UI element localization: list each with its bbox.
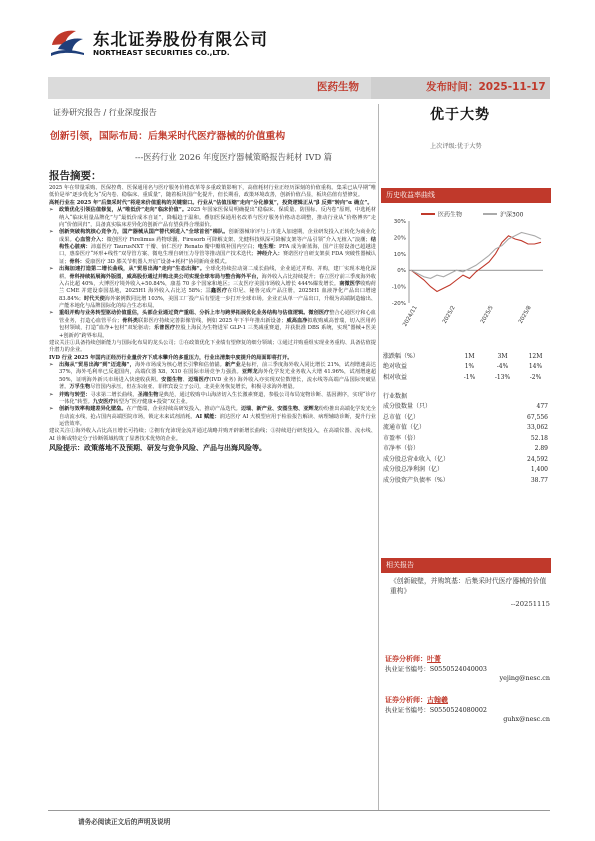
publish-date [426,80,546,95]
bullet-paragraph [49,229,376,266]
rating: 优于大势 [430,107,490,123]
returns-row [383,373,552,384]
trend-section-header: 历史收益率曲线 [381,188,551,203]
summary-body [49,185,376,454]
return-value: 12M [528,352,543,360]
company-logo [48,27,278,61]
industry-stats-table [383,392,548,487]
company-name-cn: 东北证券股份有限公司 [93,30,268,49]
stat-label: 流通市值（亿） [383,424,426,432]
text-run: 海外市场成为核心增长引擎和估值锚。 [134,362,225,368]
x-tick-label: 2025/2 [441,305,457,325]
bold-text: IVD 行业 2025 年国内正经历行业量价齐下成本攀升的多重压力，行业出清集中度提升的局面即将打开。 [49,354,293,361]
bold-text: 高耗行业在 2025 年“后集采时代”将迎来价值重构的关键窗口。行业从“估值压缩”走向“分化修复”，投资逻辑正从“β 反弹”转向“α 确立”。 [49,199,373,206]
return-value: -13% [494,373,511,381]
risk-text: 政策落地不及预期、研发与竞争风险、产品与出海风险等。 [84,443,266,453]
analyst-role: 证券分析师： [385,655,427,663]
divider [49,182,376,183]
bullet-paragraph [49,392,376,407]
y-tick-label: 10% [393,251,406,258]
paragraph [49,185,376,200]
bullet-paragraph [49,310,376,340]
return-value: 14% [528,363,543,371]
return-value: -2% [529,373,542,381]
text-run: 海外化学发光业务收入大增 41.96%，试剂增速超 50%，证明海外新兴市场进入快速收获期。 [59,369,376,383]
text-run: 爱康医疗 3D 膝关节机器人开启“设备+耗材”协同新商业模式。 [84,258,230,265]
bold-text: 骨科持续拓展海外版图，威高股份通过并购北美公司实现全球布局与整合海外平台， [69,273,262,280]
stat-label: 市盈率（倍） [383,434,420,442]
y-tick-label: 0% [397,268,406,275]
bold-text: 心血管介入： [74,236,107,243]
y-tick-label: 30% [393,219,406,225]
stats-row [383,476,548,487]
text-run: 控股上海民为生物进军 GLP-1 三类减重赛道，并获批准 DBS 系统，实现“器械+医美+创新药”跨界布局。 [59,325,376,339]
stat-value: 2.89 [534,445,548,453]
text-run: 海外收入占比持续提升；春立医疗前三季度海外收入占比超 40%，大博医疗境外收入+50.84%，康基 70 多个国家和地区；三友医疗美国市场收入增长 444%爆发增长。 [59,273,376,287]
return-chart [381,195,551,335]
bold-text: 迈瑞、新产业、安图生物、亚辉龙 [240,406,319,413]
text-run: 在产能端，企业持续高研发投入，推动产品迭代。 [126,406,241,413]
industry-tag [48,77,371,99]
bold-text: 出海加速打造第二增长曲线，从“贸易出海”走向“生态出海”。 [59,266,206,273]
paragraph [49,340,376,355]
text-run: 海外案例数同比增 103%，美国工厂投产后有望进一步打开全球市场。企业正从单一产品出口，升级为高端制造输出、产能本地化与品牌国际化的综合生态布局。 [59,295,376,309]
analyst-card [385,696,550,724]
bold-text: 万孚生物 [69,384,91,391]
bold-text: 威高血净 [286,317,308,324]
text-run: 建议关注①具备持续创新能力与国际化布局的龙头公司；②在政策优化下业绩有望修复的细分领域；③通过并购重组实现业务重构、具备估值提升潜力的企业。 [49,339,376,354]
bold-text: 新产业 [224,362,241,368]
stat-value [465,392,548,403]
stat-value: 477 [536,403,548,411]
bold-text: AI 赋能： [195,413,220,420]
bold-text: 时代天使 [83,295,105,302]
industry-label: 医药生物 [317,81,359,93]
bold-text: 政策优化引领估值修复，从“唯低价”走向“临床价值”。 [59,207,188,214]
text-run: 尽管国内承压，但在东南亚、菲律宾设立子公司，北美业务恢复增长，积极寻求海外增量。 [90,384,298,391]
y-tick-label: -10% [391,284,406,291]
text-run: 寻求第二增长曲线， [90,391,138,398]
related-report-title[interactable]: 《创新破壁，并购筑基：后集采时代医疗器械的价值重构》 [390,577,547,595]
return-value: -1% [463,373,476,381]
stats-row [383,392,548,403]
paragraph [49,355,376,362]
bold-text: 九安医疗 [92,398,114,405]
bold-text: 圣湘生物 [137,391,159,398]
text-run: 是标杆，前三季度海外收入同比增长 21%，试剂增速高达 37%，海外毛利率已反超国内，高端仪器 X8、X10 在国际市场竞争力强劲。 [59,362,376,376]
stats-row [383,466,548,477]
previous-rating: 上次评级:优于大势 [430,143,482,150]
text-run: 收购荷兰 CME 并建设泰国基地，2025H1 海外收入占比达 58%； [59,280,376,295]
stats-row [383,424,548,435]
stat-label: 成分股总营业收入（亿） [383,455,450,463]
stat-value: 38.77 [530,476,548,484]
text-run: 赛诺医疗自研支架获 FDA 突破性器械认证； [59,251,376,265]
text-run: (IVD 业务) 海外收入亦实现双位数增长，流水线等高端产品国际突破显著。 [59,376,376,391]
y-tick-label: -20% [391,301,406,307]
stat-label: 成分股数量（只） [383,403,432,411]
text-run: 建议关注①海外收入占比高且增长可持续；②拥有充沛现金流并通过战略并购开辟新增长曲线；③持续进行研发投入，在高端仪器、流水线、AI 诊断或特定分子诊断领域构筑了显著技术优势的企业。 [49,428,376,442]
stats-row [383,445,548,456]
analyst-email[interactable]: yejing@nesc.cn [499,674,550,683]
bullet-paragraph [49,207,376,229]
breadcrumb: 证券研究报告 / 行业深度报告 [53,108,157,117]
x-tick-label: 2025/8 [517,305,533,325]
bullet-paragraph [49,266,376,310]
analyst-name[interactable]: 叶菁 [427,655,441,663]
analyst-name[interactable]: 古翰羲 [427,696,448,704]
text-run: 润达医疗 AI 大模型应用于检验报告解读、病理辅助诊断，提升行业运营效率。 [59,413,376,427]
text-run: 2025 年在带量采购、医保控费、医保通用名与医疗服务价格改革等多重政策影响下，高值耗材行业正经历深刻的价值重构。集采已从早期“唯低价是举”逐步优化为“反内卷、稳临床、重质量”，随着板块国产化提升，但长期看，政策环境改善，创新价值凸显，板块估值有望修复。 [49,185,376,199]
bold-text: 微创医疗 [308,310,330,317]
report-title: 创新引领，国际布局：后集采时代医疗器械的价值重构 [50,131,286,142]
summary-heading: 报告摘要： [49,170,102,182]
logo-mark-icon [48,27,86,59]
bold-text: 出海从“贸易出海”到“迈进海”， [59,362,135,368]
text-run: 纷纷推出高端化学发光全自动流水线，抢占国内高端医院市场，锁定未来试剂消耗。 [59,406,376,420]
x-tick-label: 2025/5 [479,305,495,325]
text-run: 拟收购威高普瑞，切入医用药包材领域，打造“血净+包材”双轮驱动； [59,317,376,332]
stat-value: 1,400 [530,466,548,474]
bullet-paragraph [49,406,376,428]
row-label: 相对收益 [383,373,408,381]
bold-text: 三鑫医疗 [205,288,228,295]
footer-divider [48,810,550,811]
analyst-cert: 执业证书编号：S0550524040003 [385,664,487,673]
returns-row [383,363,552,374]
x-tick-label: 2024/11 [402,305,419,328]
text-run: 、 [182,376,188,383]
text-run: 联影医疗持续完善影像管线，例如 2025 年下半年推出新设备； [138,317,287,324]
return-value: 1M [464,352,475,360]
risk-label: 风险提示： [49,443,84,453]
legend-label: 医药生物 [438,211,463,219]
text-run: 整合心通医疗和心血管业务，打造心血管平台； [59,310,376,324]
bold-text: 南微医学 [339,280,361,287]
stat-label: 市净率（倍） [383,445,420,453]
bold-text: 电生理： [257,244,279,250]
related-section-header: 相关报告 [381,558,551,573]
stat-value: 67,556 [527,413,548,421]
text-run: 全球化持续拉动第二成长曲线，企业通过并购、并购，建厂实现本地化深耕。 [59,266,376,280]
header-bar [48,77,550,99]
bold-text: 创新突破构筑核心竞争力，国产器械从国产替代到进入“全球首创”梯队。 [59,229,229,236]
bold-text: 并购与转型： [59,391,91,398]
row-label: 涨跌幅（%） [383,352,419,360]
paragraph [49,428,376,443]
return-value: 1% [464,363,475,371]
text-run: 在印尼、秘鲁完成产品注册，2025H1 血液净化产品出口增速 83.84%； [59,288,376,302]
returns-table [383,352,552,384]
legend-label: 沪深300 [500,211,524,219]
y-tick-label: 20% [393,235,406,242]
bold-text: 神经介入： [256,251,283,258]
analyst-email[interactable]: guhx@nesc.cn [503,715,550,724]
publish-label: 发布时间： [426,81,479,93]
text-run: 是典范，通过收购中山海济切入生长激素赛道，参股公司布局宠物诊断、基因测序，实现“诊疗一体化”转型。 [59,391,376,405]
stat-label: 成分股资产负债率（%） [383,476,449,484]
bold-text: 结构性心脏病： [59,236,376,250]
series-line [411,236,541,292]
bold-text: 骨科： [69,258,85,265]
stat-label: 行业数据 [383,392,408,400]
text-run: 创新器械审评与上市进入加速期，企业研发投入正转化为商业化成果。 [59,229,376,243]
returns-row [383,352,552,363]
row-label: 绝对收益 [383,363,408,371]
bold-text: 骨科类 [122,317,139,324]
report-subtitle: ---医药行业 2026 年度医疗器械策略报告耗材 IVD 篇 [135,152,333,162]
return-value: 3M [497,352,508,360]
company-name-en: NORTHEAST SECURITIES CO.,LTD. [93,48,230,57]
bold-text: 重组并购与业务转型驱动价值重估，头部企业通过资产重组、分拆上市与跨界拓展优化业务结构与估值逻辑。 [59,310,309,317]
related-report [390,577,550,610]
bullet-paragraph [49,362,376,392]
stat-label: 总市值（亿） [383,413,420,421]
stats-row [383,434,548,445]
text-run: PFA 成为新蓝海，国产注射设备已超越进口，惠泰医疗“环形+线性”双导管方案、微电生理自研压力导管等推动国产技术迭代； [59,244,376,258]
risk-warning [49,443,376,454]
stats-row [383,455,548,466]
text-run: 微创医疗 Firelimus 药物球囊、Firesorb 可降解支架、先健科技纵深可降解支架等产品引领“介入无植入”浪潮； [106,236,371,243]
bold-text: 亚辉龙 [241,369,258,376]
return-value: -4% [496,363,509,371]
text-run: 沛嘉医疗 TaurusNXT 干瓣、佰仁医疗 Renato 瓣中瓣填补国内空白； [90,244,258,250]
publish-date-value: 2025-11-17 [478,81,546,93]
analyst-cert: 执业证书编号：S0550524080002 [385,705,487,714]
analyst-card [385,655,550,683]
text-run: 转型为“医疗健康+投资”双主业。 [113,398,191,405]
text-run: 2025 年国家医保局明确提出“稳临床、保质量、防围标、反内卷”原则，中选耗材纳入“临床用量品牌化”与“最低价成本自证”，降幅趋于温和。叠加医保通用名改革与医疗服务价格动态调整，推动行业从“价格博弈”走向“价值回归”，具备真实临床差异化的创新产品有望获得合理溢价。 [59,207,377,228]
stat-value: 33,062 [527,424,548,432]
footer-disclaimer: 请务必阅读正文后的声明及说明 [78,818,171,826]
bold-text: 乐普医疗 [153,325,176,332]
stat-value: 52.18 [530,434,548,442]
stat-label: 成分股总净利润（亿） [383,466,444,474]
analyst-role: 证券分析师： [385,696,427,704]
related-report-date: --20251115 [510,600,550,609]
column-divider [378,104,379,810]
stats-row [383,403,548,414]
stat-value: 24,592 [527,455,548,463]
bold-text: 迈瑞医疗 [187,376,210,383]
bold-text: 安图生物 [161,376,183,383]
bold-text: 创新与效率构建差异化壁垒。 [59,406,127,413]
stats-row [383,413,548,424]
